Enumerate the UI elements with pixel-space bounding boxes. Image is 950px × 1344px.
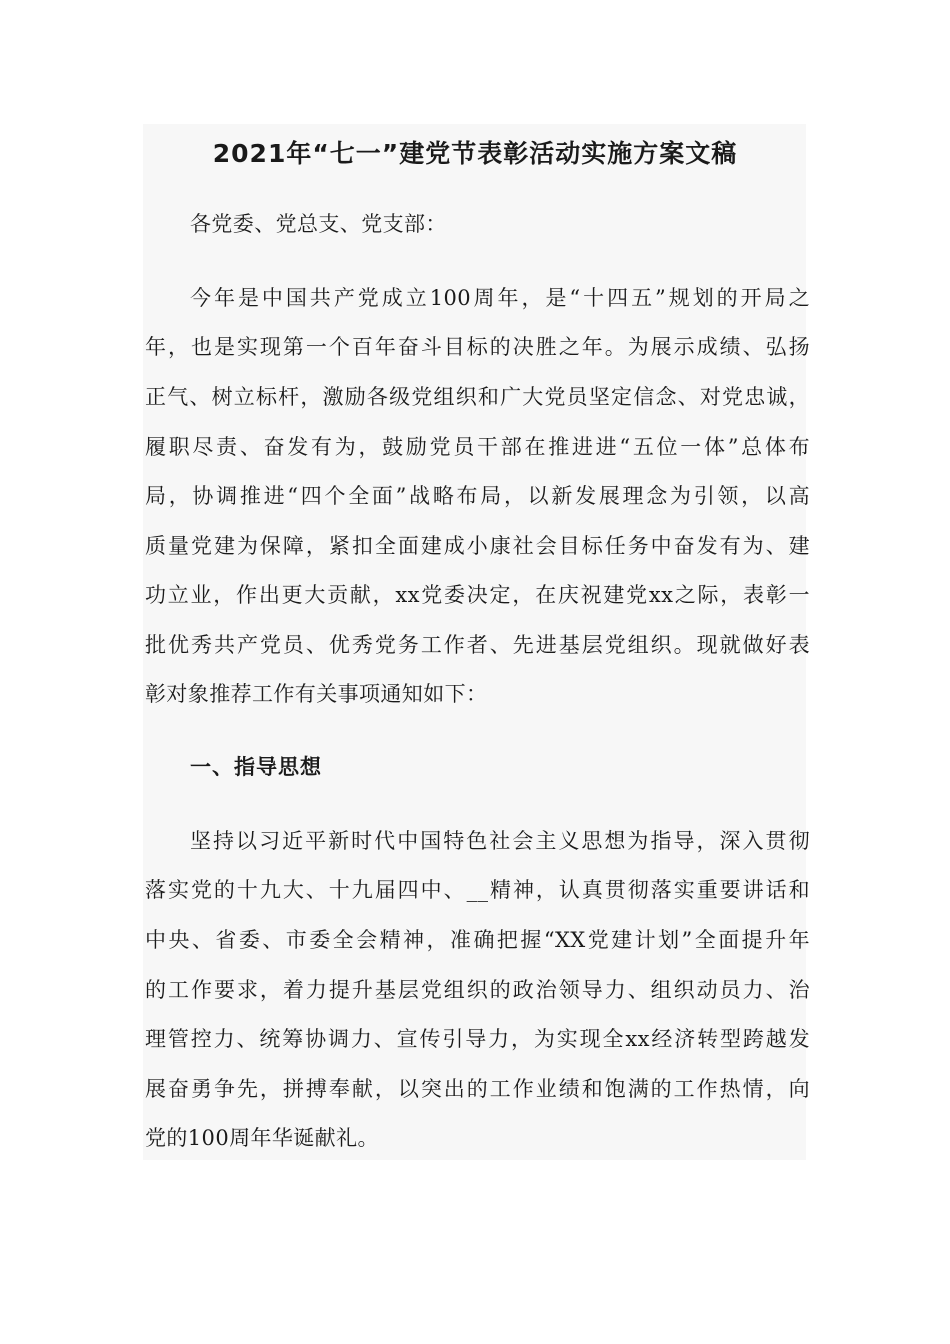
paragraph-line: 质量党建为保障，紧扣全面建成小康社会目标任务中奋发有为、建 xyxy=(145,534,810,558)
paragraph-line: 理管控力、统筹协调力、宣传引导力，为实现全xx经济转型跨越发 xyxy=(145,1027,810,1051)
section-heading: 一、指导思想 xyxy=(190,755,322,779)
paragraph-line: 履职尽责、奋发有为，鼓励党员干部在推进进“五位一体”总体布 xyxy=(145,435,810,459)
salutation: 各党委、党总支、党支部： xyxy=(190,212,447,236)
paragraph-line: 正气、树立标杆，激励各级党组织和广大党员坚定信念、对党忠诚， xyxy=(145,385,810,409)
paragraph-line: 中央、省委、市委全会精神，准确把握“XX党建计划”全面提升年 xyxy=(145,928,810,952)
paragraph-line: 坚持以习近平新时代中国特色社会主义思想为指导，深入贯彻 xyxy=(190,829,810,853)
paragraph-line: 落实党的十九大、十九届四中、__精神，认真贯彻落实重要讲话和 xyxy=(145,878,810,902)
paragraph-line: 的工作要求，着力提升基层党组织的政治领导力、组织动员力、治 xyxy=(145,978,810,1002)
paragraph-line: 党的100周年华诞献礼。 xyxy=(145,1126,379,1150)
document-title: 2021年“七一”建党节表彰活动实施方案文稿 xyxy=(212,139,738,168)
paragraph-line: 今年是中国共产党成立100周年，是“十四五”规划的开局之 xyxy=(190,286,810,310)
paragraph-line: 功立业，作出更大贡献，xx党委决定，在庆祝建党xx之际，表彰一 xyxy=(145,583,810,607)
paragraph-line: 彰对象推荐工作有关事项通知如下： xyxy=(145,682,488,706)
paragraph-line: 批优秀共产党员、优秀党务工作者、先进基层党组织。现就做好表 xyxy=(145,633,810,657)
paragraph-line: 展奋勇争先，拼搏奉献，以突出的工作业绩和饱满的工作热情，向 xyxy=(145,1077,810,1101)
paragraph-line: 局，协调推进“四个全面”战略布局，以新发展理念为引领，以高 xyxy=(145,484,810,508)
paragraph-line: 年，也是实现第一个百年奋斗目标的决胜之年。为展示成绩、弘扬 xyxy=(145,335,810,359)
